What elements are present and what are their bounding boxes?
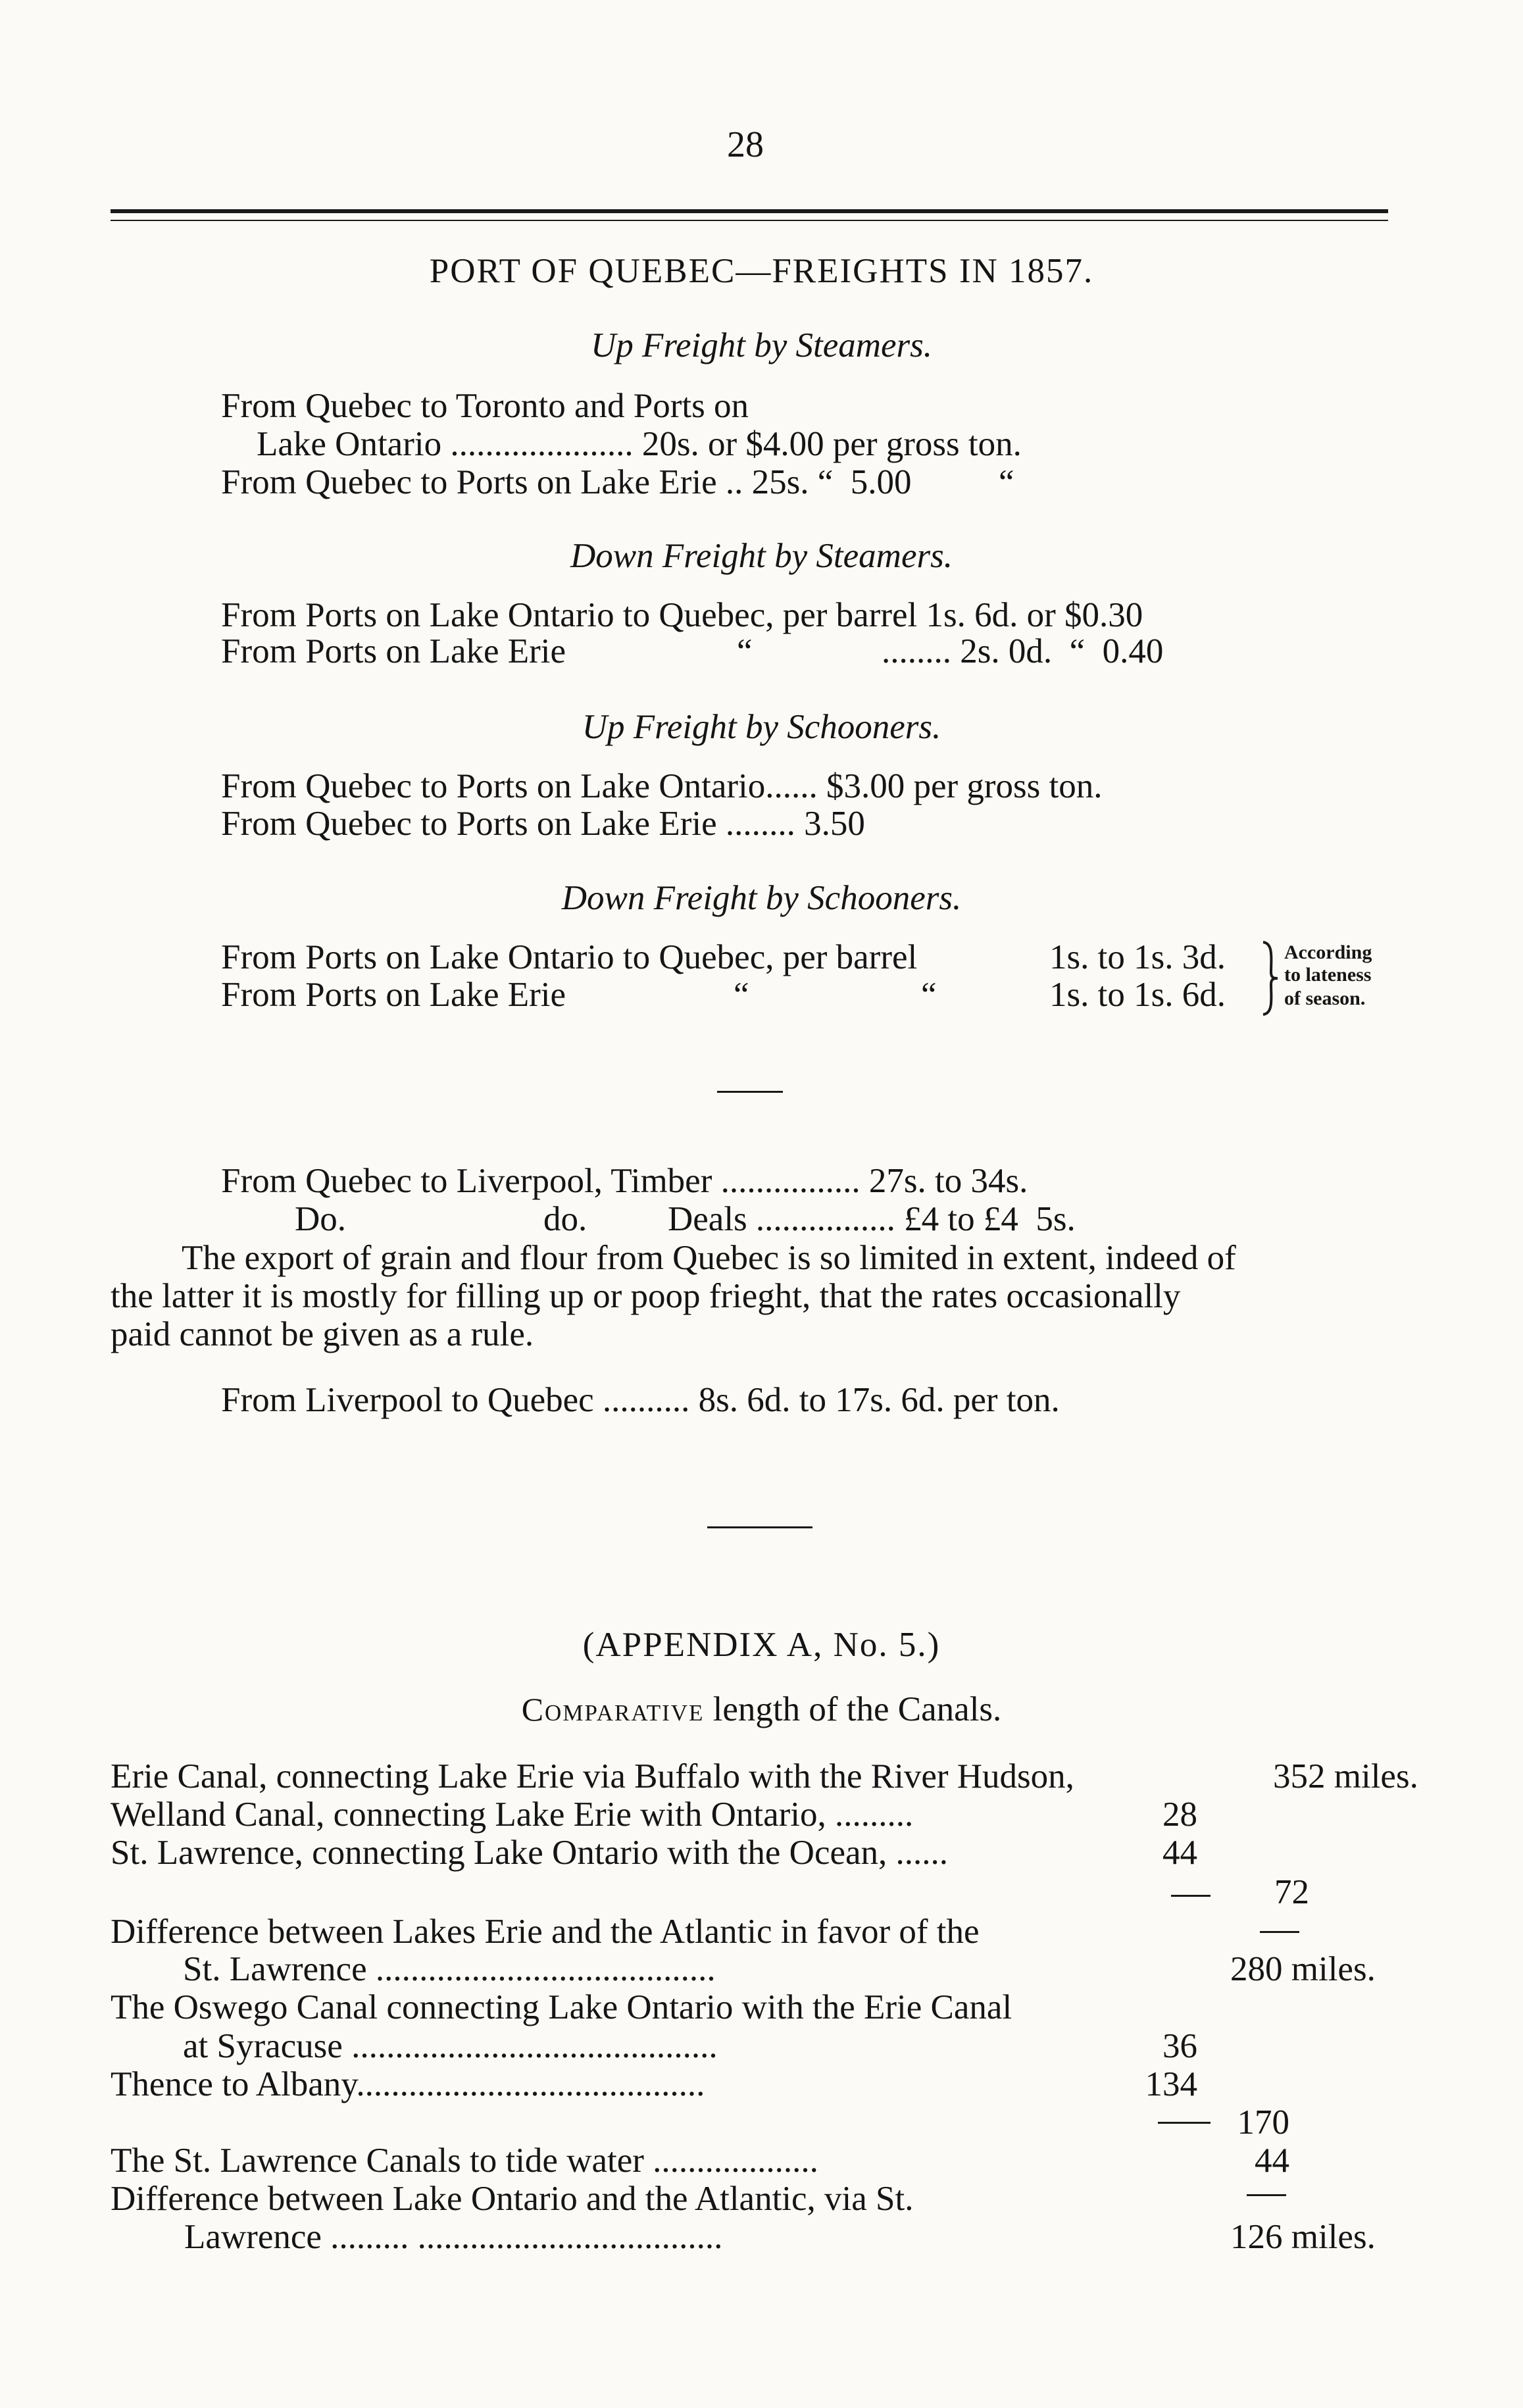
liverpool-line-3: From Liverpool to Quebec .......... 8s. 6d. to 17s. 6d. per ton. — [221, 1381, 1060, 1419]
canal-row-erie: Erie Canal, connecting Lake Erie via Buffalo with the River Hudson, — [111, 1757, 1074, 1795]
section-heading-down-steamers: Down Freight by Steamers. — [570, 537, 953, 575]
canal-row-welland-miles: 28 — [1162, 1795, 1197, 1834]
difference-ontario-atlantic-miles: 126 miles. — [1230, 2218, 1376, 2256]
up-steamers-line-1: From Quebec to Toronto and Ports on — [221, 387, 749, 425]
section-divider-2 — [707, 1526, 812, 1528]
canal-subtotal-72: 72 — [1274, 1873, 1309, 1911]
section-divider-1 — [717, 1091, 783, 1093]
down-schooners-line-2-ditto-1: “ — [734, 976, 749, 1014]
down-schooners-line-2-ditto-2: “ — [921, 976, 937, 1014]
appendix-title: (APPENDIX A, No. 5.) — [582, 1626, 941, 1664]
export-paragraph-1: The export of grain and flour from Quebec is so limited in extent, indeed of — [182, 1239, 1236, 1277]
liverpool-line-1: From Quebec to Liverpool, Timber ................ 27s. to 34s. — [221, 1162, 1028, 1200]
down-steamers-line-2-rate: ........ 2s. 0d. “ 0.40 — [882, 632, 1164, 670]
st-lawrence-tide-water: The St. Lawrence Canals to tide water ................... — [111, 2142, 818, 2180]
appendix-subtitle — [0, 1690, 1523, 1729]
sum-rule-4 — [1247, 2194, 1286, 2196]
sum-rule-1 — [1171, 1895, 1211, 1897]
down-schooners-line-2-rate: 1s. to 1s. 6d. — [1049, 976, 1226, 1014]
sum-rule-2 — [1260, 1931, 1299, 1933]
canal-subtotal-170: 170 — [1237, 2103, 1289, 2142]
canal-row-oswego: The Oswego Canal connecting Lake Ontario with the Erie Canal — [111, 1988, 1012, 2026]
header-rule-top — [111, 209, 1388, 213]
st-lawrence-tide-water-miles: 44 — [1255, 2142, 1289, 2180]
down-steamers-line-2-label: From Ports on Lake Erie — [221, 632, 566, 670]
up-schooners-line-2: From Quebec to Ports on Lake Erie ........ 3.50 — [221, 805, 865, 843]
down-schooners-line-1-rate: 1s. to 1s. 3d. — [1049, 938, 1226, 976]
sum-rule-3 — [1158, 2122, 1211, 2124]
section-heading-down-schooners: Down Freight by Schooners. — [561, 879, 962, 917]
liverpool-line-2-deals: Deals ................ £4 to £4 5s. — [668, 1200, 1076, 1238]
appendix-subtitle-smallcaps: Comparative — [521, 1691, 705, 1728]
difference-ontario-atlantic-cont: Lawrence ......... ................................... — [184, 2218, 723, 2256]
difference-erie-atlantic-miles: 280 miles. — [1230, 1950, 1376, 1988]
down-schooners-line-1-label: From Ports on Lake Ontario to Quebec, per barrel — [221, 938, 918, 976]
canal-row-oswego-miles: 36 — [1162, 2027, 1197, 2065]
page-title: PORT OF QUEBEC—FREIGHTS IN 1857. — [429, 252, 1094, 290]
canal-row-albany: Thence to Albany........................................ — [111, 2065, 705, 2103]
difference-erie-atlantic: Difference between Lakes Erie and the Atlantic in favor of the — [111, 1913, 980, 1951]
canal-row-oswego-cont: at Syracuse .......................................... — [183, 2027, 718, 2065]
season-note-3: of season. — [1284, 988, 1366, 1009]
up-steamers-line-3: From Quebec to Ports on Lake Erie .. 25s. “ 5.00 “ — [221, 463, 1014, 501]
page-number: 28 — [727, 124, 764, 165]
up-steamers-line-2: Lake Ontario ..................... 20s. or $4.00 per gross ton. — [257, 425, 1022, 463]
down-steamers-line-2-ditto: “ — [737, 632, 753, 670]
liverpool-line-2-ditto: do. — [543, 1200, 587, 1238]
down-schooners-line-2-label: From Ports on Lake Erie — [221, 976, 566, 1014]
season-note-1: According — [1284, 941, 1372, 963]
canal-row-st-lawrence-miles: 44 — [1162, 1834, 1197, 1872]
canal-row-erie-miles: 352 miles. — [1273, 1757, 1418, 1795]
section-heading-up-steamers: Up Freight by Steamers. — [590, 326, 933, 364]
canal-row-st-lawrence: St. Lawrence, connecting Lake Ontario with the Ocean, ...... — [111, 1834, 949, 1872]
down-steamers-line-1: From Ports on Lake Ontario to Quebec, per barrel 1s. 6d. or $0.30 — [221, 596, 1143, 634]
canal-row-welland: Welland Canal, connecting Lake Erie with Ontario, ......... — [111, 1795, 914, 1834]
liverpool-line-2-do: Do. — [295, 1200, 347, 1238]
difference-erie-atlantic-cont: St. Lawrence ....................................... — [183, 1950, 716, 1988]
canal-row-albany-miles: 134 — [1145, 2065, 1197, 2103]
export-paragraph-2: the latter it is mostly for filling up or poop frieght, that the rates occasionally — [111, 1277, 1181, 1315]
season-note-2: to lateness — [1284, 964, 1372, 986]
header-rule-bottom — [111, 220, 1388, 221]
export-paragraph-3: paid cannot be given as a rule. — [111, 1315, 534, 1353]
up-schooners-line-1: From Quebec to Ports on Lake Ontario...... $3.00 per gross ton. — [221, 767, 1103, 805]
section-heading-up-schooners: Up Freight by Schooners. — [582, 708, 941, 746]
appendix-subtitle-rest: length of the Canals. — [712, 1690, 1002, 1728]
curly-brace-icon — [1257, 940, 1283, 1017]
difference-ontario-atlantic: Difference between Lake Ontario and the Atlantic, via St. — [111, 2180, 914, 2218]
